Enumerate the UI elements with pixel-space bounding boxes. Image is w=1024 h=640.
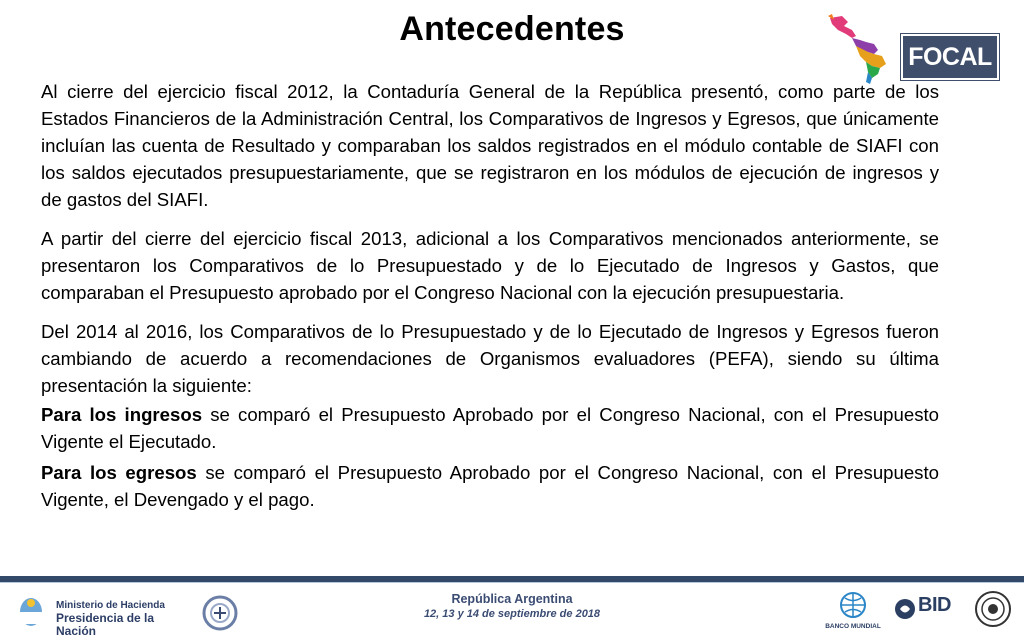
paragraph-2013: A partir del cierre del ejercicio fiscal 2013, adicional a los Comparativos mencionados anteriormente, se presentaron los Comparativos de lo Presupuestado y de lo Ejecutado de Ingresos y Gastos, que comparaban el Presupuesto aprobado por el Congreso Nacional con la ejecución presupuestaria. [41, 228, 939, 303]
cgn-emblem-icon [200, 594, 240, 632]
imf-seal-icon [974, 590, 1012, 628]
paragraph-egresos [41, 459, 939, 513]
argentina-shield-icon [16, 595, 46, 629]
slide-body [41, 78, 939, 513]
world-bank-logo [822, 588, 882, 636]
latin-america-map-icon [822, 12, 900, 88]
paragraph-2014-2016: Del 2014 al 2016, los Comparativos de lo Presupuestado y de lo Ejecutado de Ingresos y Egresos fueron cambiando de acuerdo a recomendaciones de Organismos evaluadores (PEFA), siendo su última presentación la siguiente: [41, 321, 939, 396]
focal-logo: FOCAL [901, 34, 999, 80]
ingresos-lead: Para los ingresos [41, 404, 203, 425]
globe-icon [838, 590, 868, 620]
egresos-text: se comparó el Presupuesto Aprobado por el Congreso Nacional, con el Presupuesto Vigente, el Devengado y el pago. [41, 462, 939, 510]
footer-country: República Argentina [451, 592, 573, 606]
ministry-line2: Presidencia de la Nación [56, 611, 155, 638]
slide-title: Antecedentes [399, 10, 625, 48]
footer [0, 576, 1024, 640]
ministry-line1: Ministerio de Hacienda [56, 600, 165, 611]
paragraph-ingresos [41, 401, 939, 455]
bid-label: BID [918, 594, 951, 616]
ministry-logo [16, 595, 186, 638]
bid-mark-icon [894, 598, 916, 620]
world-bank-label: BANCO MUNDIAL [825, 623, 881, 630]
bid-logo [894, 594, 960, 630]
footer-event-info [392, 592, 632, 620]
footer-dates: 12, 13 y 14 de septiembre de 2018 [423, 608, 601, 620]
egresos-lead: Para los egresos [41, 462, 197, 483]
paragraph-2012: Al cierre del ejercicio fiscal 2012, la Contaduría General de la República presentó, como parte de los Estados Financieros de la Administración Central, los Comparativos de Ingresos y Egresos, que únicamente incluían las cuenta de Resultado y comparaban los saldos registrados en el módulo contable de SIAFI con los saldos ejecutados presupuestariamente, que se registraron en los módulos de ejecución de ingresos y de gastos del SIAFI. [41, 81, 939, 210]
footer-divider [0, 582, 1024, 583]
ingresos-text: se comparó el Presupuesto Aprobado por el Congreso Nacional, con el Presupuesto Vigente el Ejecutado. [41, 404, 939, 452]
